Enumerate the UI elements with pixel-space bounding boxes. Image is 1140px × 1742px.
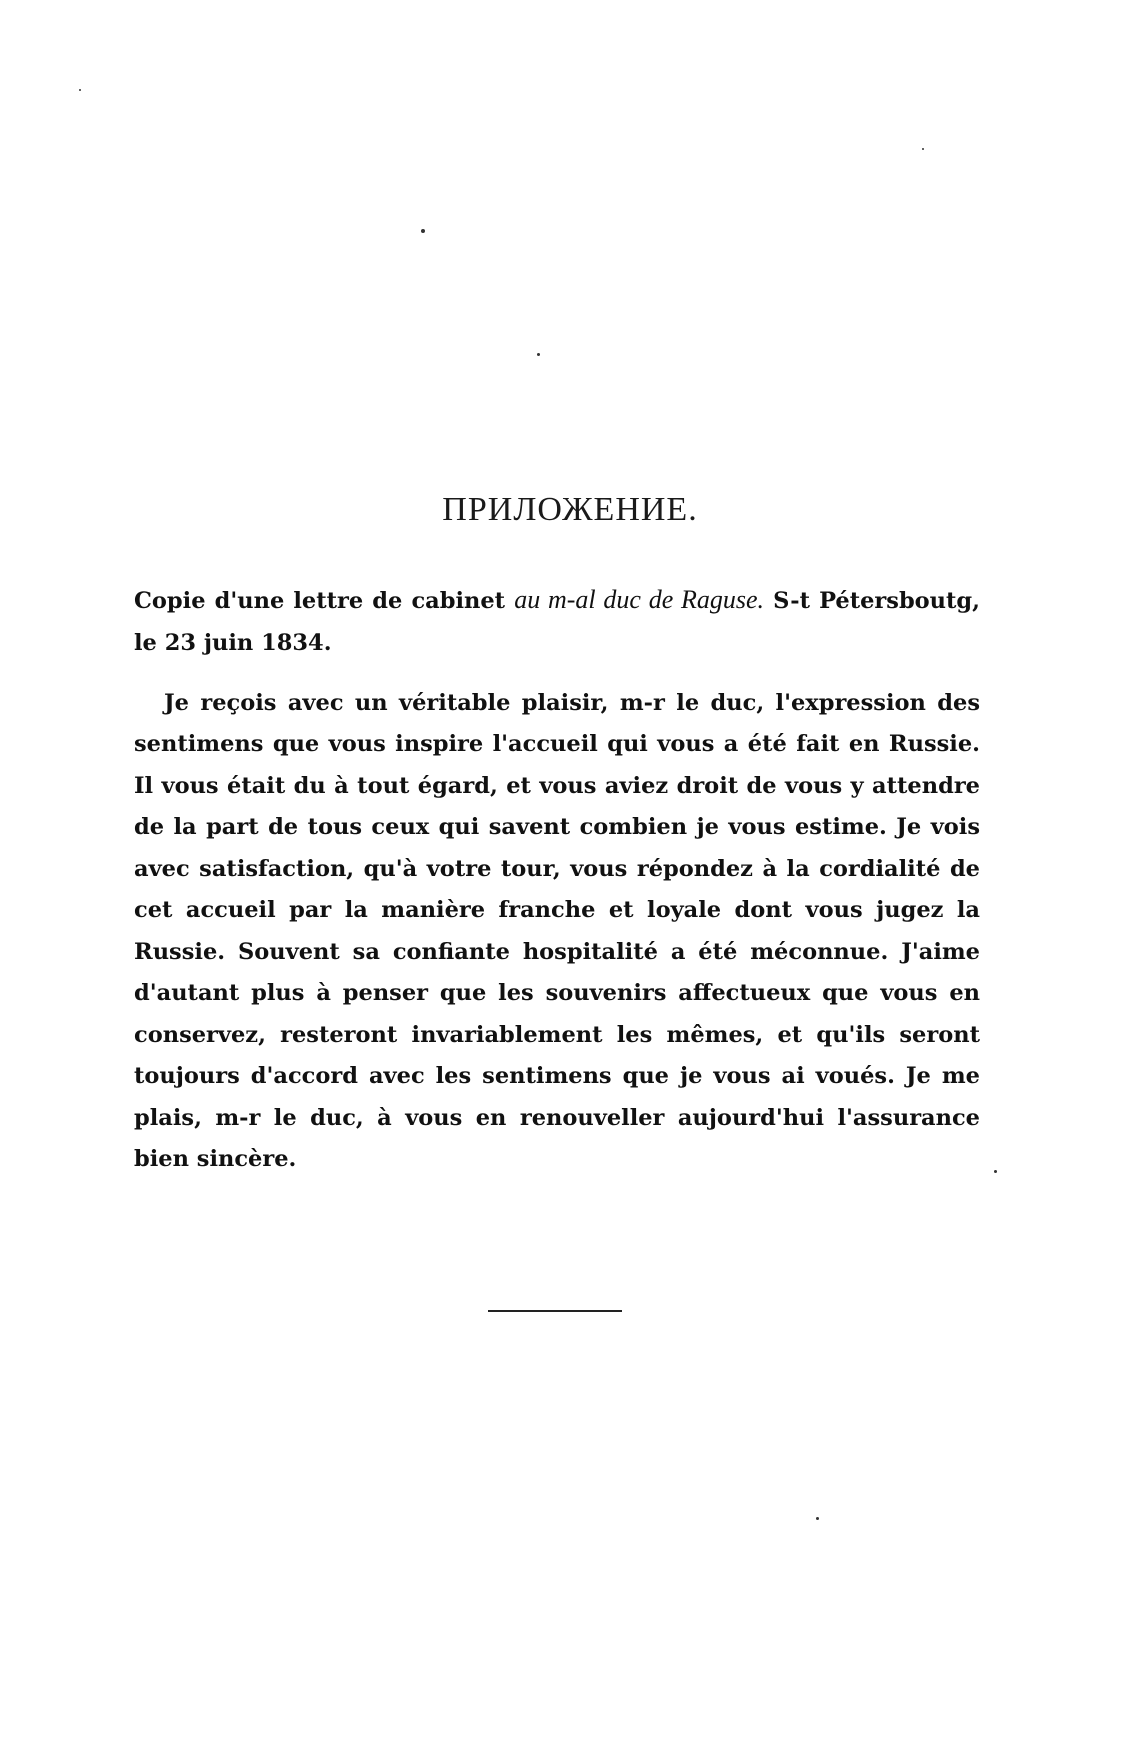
print-speck (922, 148, 924, 150)
closing-rule (488, 1310, 622, 1312)
print-speck (537, 353, 540, 356)
letter-caption (134, 579, 980, 664)
print-speck (994, 1170, 997, 1173)
page-title: ПРИЛОЖЕНИЕ. (442, 490, 698, 528)
caption-lead: Copie d'une lettre de cabinet (134, 587, 515, 614)
print-speck (816, 1517, 819, 1520)
letter-body: Je reçois avec un véritable plaisir, m-r le duc, l'expression des sentimens que vous inspire l'accueil qui vous a été fait en Russie. Il vous était du à tout égard, et vous aviez droit de vous y attendre de la part de tous ceux qui savent combien je vous estime. Je vois avec satisfaction, qu'à votre tour, vous répondez à la cordialité de cet accueil par la manière franche et loyale dont vous jugez la Russie. Souvent sa confiante hospitalité a été méconnue. J'aime d'autant plus à penser que les souvenirs affectueux que vous en conservez, resteront invariablement les mêmes, et qu'ils seront toujours d'accord avec les sentimens que je vous ai voués. Je me plais, m-r le duc, à vous en renouveller aujourd'hui l'assurance bien sincère. (134, 689, 980, 1172)
caption-place-date: S-t Pétersboutg, le 23 juin 1834. (134, 587, 980, 656)
print-speck (421, 229, 425, 233)
caption-recipient: au m-al duc de Raguse. (514, 584, 765, 614)
print-speck (79, 89, 81, 91)
